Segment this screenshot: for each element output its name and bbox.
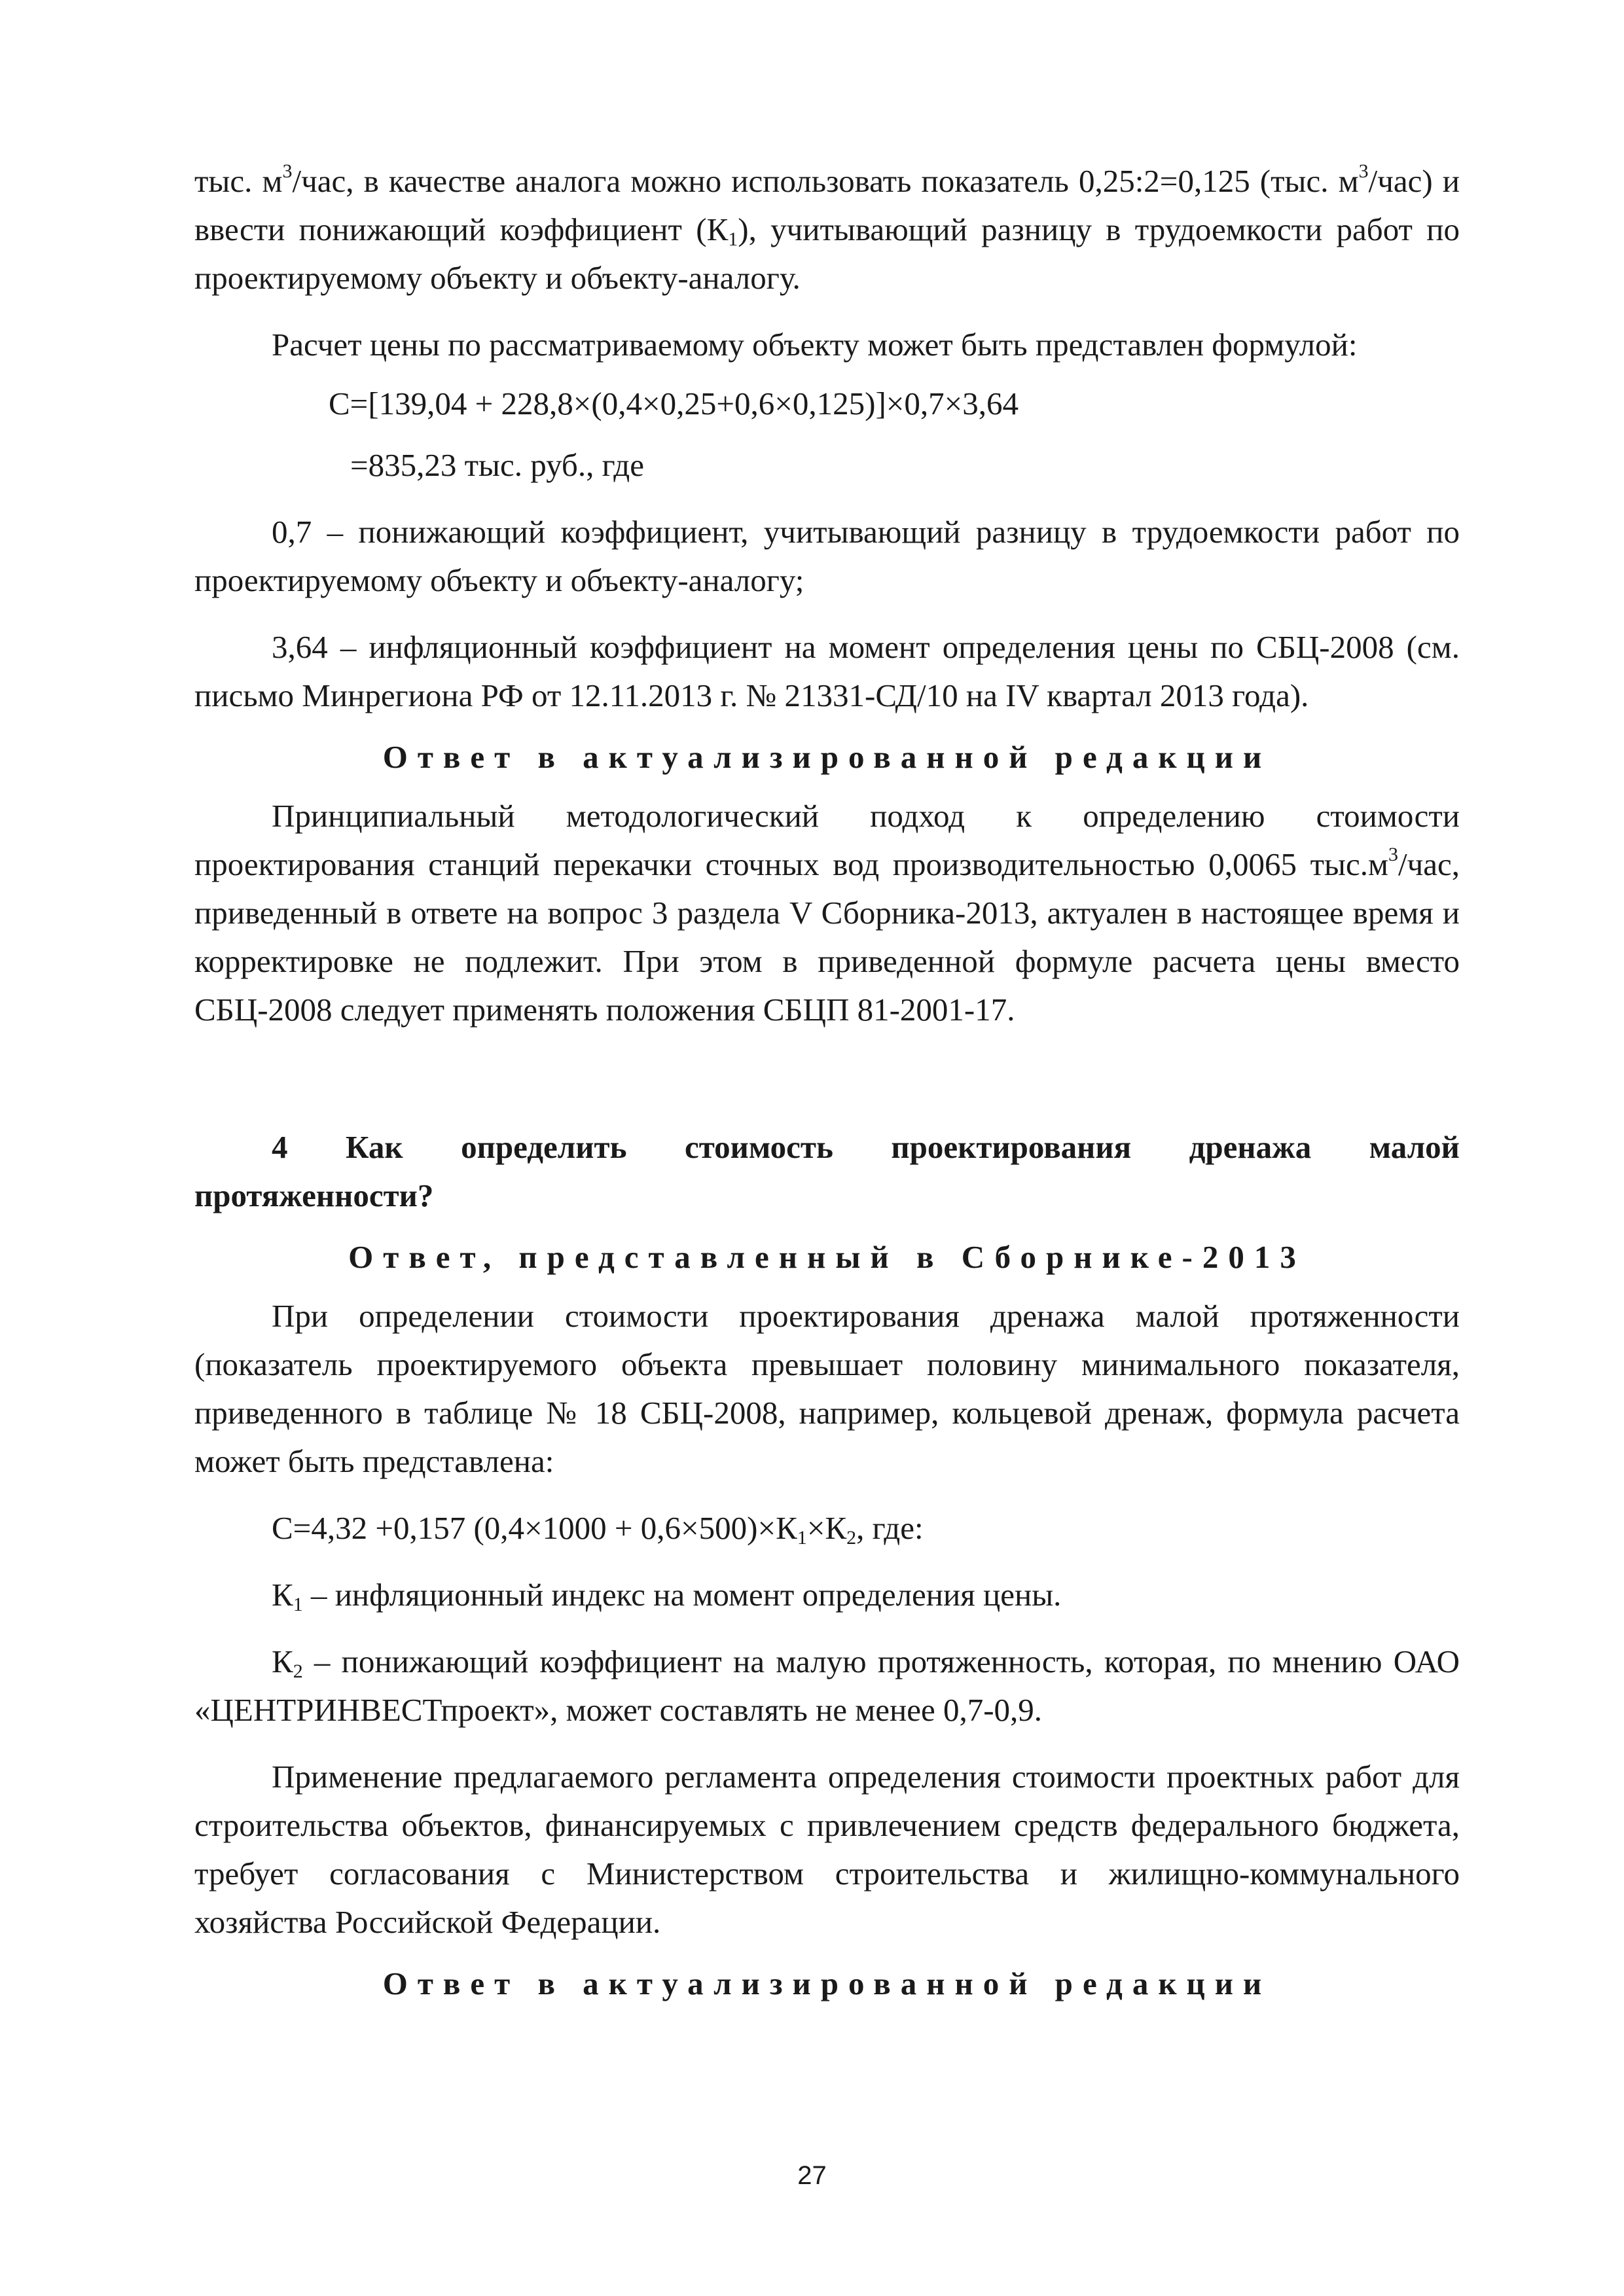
page-content [194, 157, 1460, 2008]
formula-price: С=[139,04 + 228,8×(0,4×0,25+0,6×0,125)]×0,7×3,64 [329, 386, 1019, 422]
formula-price-result: =835,23 тыс. руб., где [350, 447, 644, 483]
page-number: 27 [797, 2161, 827, 2190]
question-4-first-line [194, 1123, 1460, 1172]
question-word: определить [461, 1129, 627, 1165]
paragraph-drainage-cost: При определении стоимости проектирования дренажа малой протяженности (показатель проектируемого объекта превышает половину минимального показателя, приведенного в таблице № 18 СБЦ-2008, например, кольцевой дренаж, формула расчета может быть представлена: [194, 1298, 1460, 1479]
question-4-title [194, 1123, 1460, 1220]
question-4-tail: протяженности? [194, 1177, 434, 1213]
question-word: малой [1369, 1129, 1460, 1165]
question-number: 4 [272, 1129, 288, 1165]
question-word: стоимость [685, 1129, 833, 1165]
section-heading-collection-answer: Ответ, представленный в Сборнике-2013 [348, 1239, 1306, 1275]
paragraph-reduction-coefficient: 0,7 – понижающий коэффициент, учитывающий разницу в трудоемкости работ по проектируемому объекту и объекту-аналогу; [194, 514, 1460, 598]
paragraph-methodological-approach: Принципиальный методологический подход к определению стоимости проектирования станций перекачки сточных вод производительностью 0,0065 $тыс.м^3$/час, приведенный в ответе на вопрос 3 раздела V Сборника-2013, актуален в настоящее время и корректировке не подлежит. При этом в приведенной формуле расчета цены вместо СБЦ-2008 следует применять положения СБЦП 81-2001-17. [194, 798, 1460, 1028]
paragraph-inflation-coefficient: 3,64 – инфляционный коэффициент на момент определения цены по СБЦ-2008 (см. письмо Минрегиона РФ от 12.11.2013 г. № 21331-СД/10 на IV квартал 2013 года). [194, 629, 1460, 713]
question-word: проектирования [891, 1129, 1132, 1165]
definition-k1: $К_1$ – инфляционный индекс на момент определения цены. [272, 1577, 1062, 1615]
definition-k2: $К_2$ – понижающий коэффициент на малую протяженность, которая, по мнению ОАО «ЦЕНТРИНВЕСТпроект», может составлять не менее 0,7-0,9. [194, 1643, 1460, 1728]
formula-drainage: С=4,32 +0,157 $(0,4\times 1000 + 0,6\times 500)\times К_1\times К_2$, где: [272, 1510, 924, 1549]
section-heading-updated-answer-2: Ответ в актуализированной редакции [382, 1965, 1272, 2001]
paragraph-analog-indicator: тыс. $м^3$/час, в качестве аналога можно использовать показатель 0,25:2=0,125 (тыс. $м^3/час$) и ввести понижающий коэффициент $(К_1)$, учитывающий разницу в трудоемкости работ по проектируемому объекту и объекту-аналогу. [194, 160, 1460, 296]
section-heading-updated-answer: Ответ в актуализированной редакции [382, 739, 1272, 775]
question-word: дренажа [1189, 1129, 1312, 1165]
paragraph-price-calculation: Расчет цены по рассматриваемому объекту может быть представлен формулой: [272, 327, 1358, 363]
question-word: Как [346, 1129, 403, 1165]
paragraph-approval-requirement: Применение предлагаемого регламента определения стоимости проектных работ для строительства объектов, финансируемых с привлечением средств федерального бюджета, требует согласования с Министерством строительства и жилищно-коммунального хозяйства Российской Федерации. [194, 1759, 1460, 1940]
